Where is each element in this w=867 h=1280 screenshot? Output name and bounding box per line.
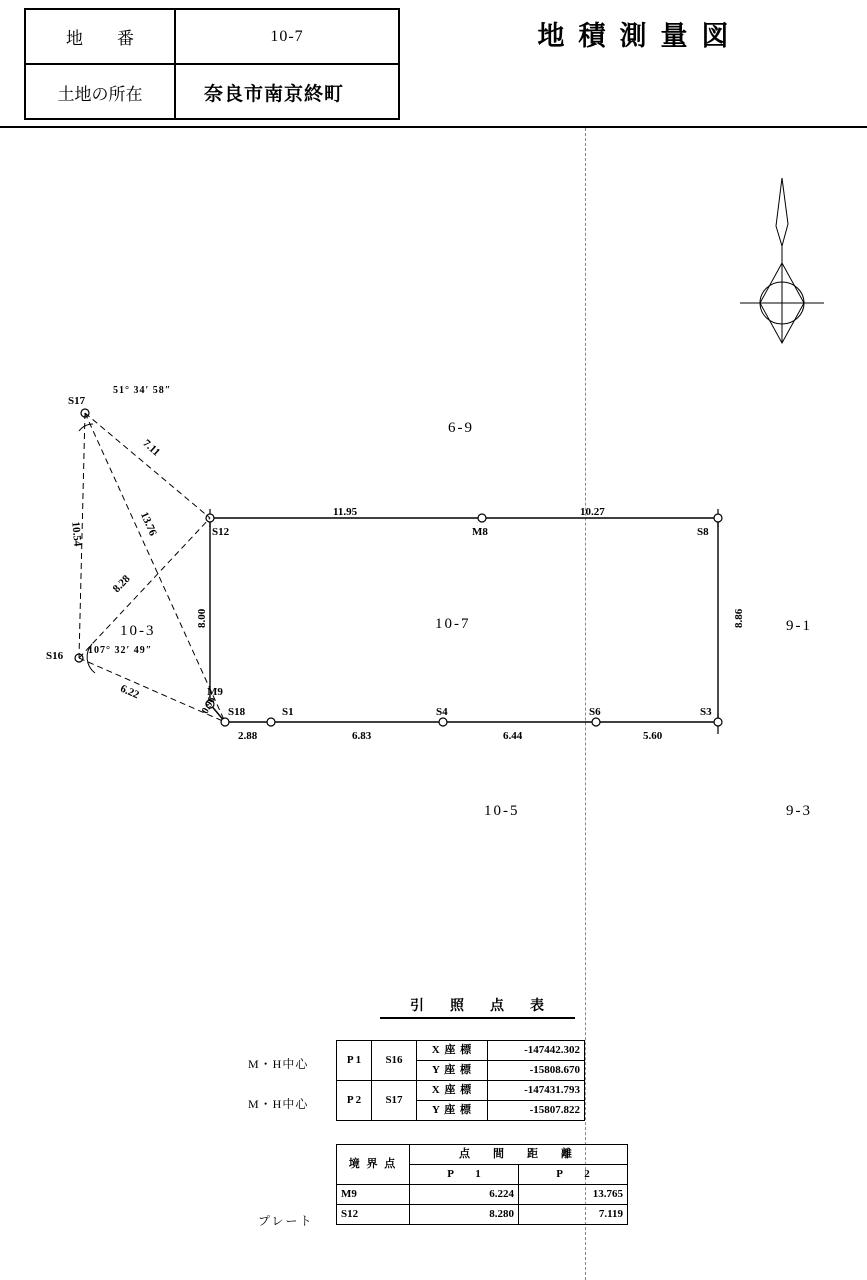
- ref-row-2-x-label: X 座 標: [417, 1081, 488, 1101]
- dist-head-span: 点 間 距 離: [410, 1145, 628, 1165]
- ref-row-2-point: S17: [372, 1081, 417, 1121]
- page-title: 地積測量図: [537, 21, 743, 51]
- header-band: [0, 0, 867, 128]
- dim-diag-s16-m9: 6.22: [118, 682, 141, 702]
- point-label-s3: S3: [700, 706, 712, 718]
- dist-row-1-point: M9: [337, 1185, 410, 1205]
- drawing-area: [0, 128, 867, 1028]
- ref-row-1-side-label: M・H中心: [248, 1057, 309, 1071]
- ref-row-1-point: S16: [372, 1041, 417, 1081]
- dim-top-right: 10.27: [580, 506, 605, 518]
- dim-left-dashed: 10.54: [69, 521, 84, 547]
- ref-row-2-x-value: -147431.793: [488, 1081, 585, 1101]
- header-row-location: [26, 65, 398, 120]
- header-row-lotnumber: [26, 10, 398, 65]
- ref-row-1-x-label: X 座 標: [417, 1041, 488, 1061]
- dim-bottom-2: 6.83: [352, 730, 372, 742]
- table-row: [337, 1081, 585, 1101]
- point-label-s12: S12: [212, 526, 230, 538]
- dim-bottom-4: 5.60: [643, 730, 663, 742]
- lot-number-value: 10-7: [270, 27, 304, 45]
- dim-diag-s17-s12: 7.11: [140, 437, 163, 459]
- dim-bottom-3: 6.44: [503, 730, 523, 742]
- dim-top-left: 11.95: [333, 506, 358, 518]
- lot-number-value-cell: [176, 10, 398, 63]
- dist-row-2-point: S12: [337, 1205, 410, 1225]
- parcel-label-south: 10-5: [484, 803, 520, 819]
- ref-table-title: 引 照 点 表: [410, 999, 550, 1014]
- ref-row-1-y-label: Y 座 標: [417, 1061, 488, 1081]
- north-arrow-icon: [740, 178, 824, 343]
- parcel-label-main: 10-7: [435, 616, 471, 632]
- ref-row-1-y-value: -15808.670: [488, 1061, 585, 1081]
- dim-short-096: 0.96: [199, 695, 218, 716]
- point-label-m9: M9: [207, 686, 223, 698]
- location-value-cell: [176, 65, 398, 120]
- ref-row-2-y-value: -15807.822: [488, 1101, 585, 1121]
- ref-row-2-y-label: Y 座 標: [417, 1101, 488, 1121]
- location-label: 土地の所在: [57, 85, 143, 104]
- ref-row-2-p: P 2: [337, 1081, 372, 1121]
- parcel-label-southeast: 9-3: [786, 803, 812, 819]
- ref-row-2-side-label: M・H中心: [248, 1097, 309, 1111]
- point-label-s4: S4: [436, 706, 448, 718]
- location-value: 奈良市南京終町: [204, 84, 345, 105]
- ref-row-1-x-value: -147442.302: [488, 1041, 585, 1061]
- dist-row-2-p1: 8.280: [410, 1205, 519, 1225]
- angle-at-s17: 51° 34′ 58″: [113, 385, 172, 396]
- point-label-s1: S1: [282, 706, 294, 718]
- dist-head-point: 境 界 点: [337, 1145, 410, 1185]
- table-row: [337, 1185, 628, 1205]
- dim-diag-s16-s12: 8.28: [110, 572, 133, 596]
- point-label-m8: M8: [472, 526, 488, 538]
- dim-right-side: 8.86: [733, 608, 745, 628]
- point-label-s17: S17: [68, 395, 86, 407]
- parcel-label-north: 6-9: [448, 420, 474, 436]
- location-label-cell: [26, 65, 176, 120]
- parcel-label-east: 9-1: [786, 618, 812, 634]
- lot-number-label-cell: [26, 10, 176, 63]
- point-label-s6: S6: [589, 706, 601, 718]
- point-label-s16: S16: [46, 650, 64, 662]
- dist-head-p2: P 2: [519, 1165, 628, 1185]
- point-label-s18: S18: [228, 706, 246, 718]
- table-row: [337, 1041, 585, 1061]
- ref-table-title-rule: [380, 1017, 575, 1019]
- dim-bottom-1: 2.88: [238, 730, 258, 742]
- lot-number-label: 地 番: [66, 29, 134, 48]
- dist-row-1-p2: 13.765: [519, 1185, 628, 1205]
- table-row: [337, 1145, 628, 1165]
- dist-head-p1: P 1: [410, 1165, 519, 1185]
- dist-row-1-p1: 6.224: [410, 1185, 519, 1205]
- dim-left-side: 8.00: [196, 608, 208, 628]
- dim-diag-s17-m9: 13.76: [137, 510, 159, 538]
- header-table: [24, 8, 400, 120]
- dist-table-side-label: プレート: [258, 1214, 314, 1228]
- dist-row-2-p2: 7.119: [519, 1205, 628, 1225]
- angle-at-s16: 107° 32′ 49″: [88, 645, 153, 656]
- ref-row-1-p: P 1: [337, 1041, 372, 1081]
- table-row: [337, 1205, 628, 1225]
- reference-point-table: [336, 1040, 585, 1121]
- parcel-label-west: 10-3: [120, 623, 156, 639]
- distance-table: [336, 1144, 628, 1225]
- point-label-s8: S8: [697, 526, 709, 538]
